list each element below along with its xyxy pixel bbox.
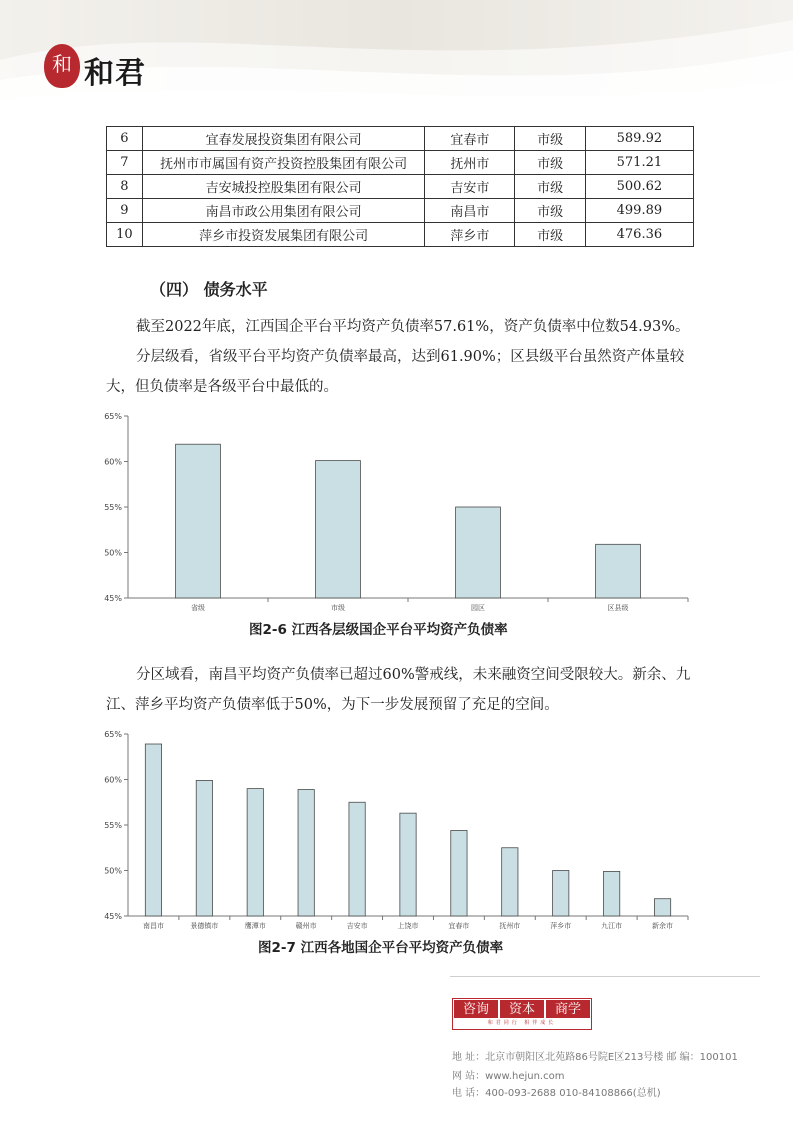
table-cell-no: 8 <box>107 175 143 199</box>
footer-divider <box>450 976 760 977</box>
table-cell-city: 抚州市 <box>425 151 515 175</box>
x-tick-label: 省级 <box>191 604 205 612</box>
bar-宜春市 <box>451 830 467 916</box>
bar-市级 <box>316 461 361 598</box>
bar-九江市 <box>603 871 619 916</box>
table-cell-name: 吉安城投控股集团有限公司 <box>142 175 425 199</box>
platform-ranking-table <box>106 126 694 247</box>
chart-by-level-caption: 图2-6 江西各层级国企平台平均资产负债率 <box>249 622 508 638</box>
bar-景德镇市 <box>196 780 212 916</box>
table-row <box>107 199 694 223</box>
table-cell-value: 571.21 <box>585 151 693 175</box>
table-cell-level: 市级 <box>515 151 585 175</box>
table-cell-city: 萍乡市 <box>425 223 515 247</box>
brand-name: 和君 <box>84 56 146 91</box>
paragraph-overall-debt: 截至2022年底，江西国企平台平均资产负债率57.61%，资产负债率中位数54.93%。 <box>136 319 690 335</box>
table-cell-name: 抚州市市属国有资产投资控股集团有限公司 <box>142 151 425 175</box>
slogan-capital: 资本 <box>500 1000 544 1018</box>
bar-园区 <box>456 507 501 598</box>
bar-鹰潭市 <box>247 789 263 916</box>
table-cell-city: 宜春市 <box>425 127 515 151</box>
table-cell-name: 宜春发展投资集团有限公司 <box>142 127 425 151</box>
y-tick-label: 65% <box>104 730 122 739</box>
table-cell-value: 476.36 <box>585 223 693 247</box>
slogan-consulting: 咨询 <box>454 1000 498 1018</box>
y-tick-label: 60% <box>104 457 122 467</box>
y-tick-label: 55% <box>104 503 122 512</box>
table-cell-level: 市级 <box>515 223 585 247</box>
brand-seal-icon: 和 <box>44 44 80 88</box>
table-cell-level: 市级 <box>515 199 585 223</box>
table-cell-name: 萍乡市投资发展集团有限公司 <box>142 223 425 247</box>
y-tick-label: 50% <box>104 866 122 876</box>
table-row <box>107 127 694 151</box>
x-tick-label: 九江市 <box>601 922 623 930</box>
table-cell-level: 市级 <box>515 175 585 199</box>
bar-吉安市 <box>349 802 365 916</box>
bar-南昌市 <box>145 744 161 916</box>
x-tick-label: 宜春市 <box>448 922 470 930</box>
bar-上饶市 <box>400 813 416 916</box>
bar-赣州市 <box>298 790 314 916</box>
y-tick-label: 65% <box>104 412 122 421</box>
table-cell-value: 499.89 <box>585 199 693 223</box>
table-cell-level: 市级 <box>515 127 585 151</box>
paragraph-by-level: 分层级看，省级平台平均资产负债率最高，达到61.90%；区县级平台虽然资产体量较大，但负债率是各级平台中最低的。 <box>106 349 685 395</box>
table-cell-no: 9 <box>107 199 143 223</box>
x-tick-label: 赣州市 <box>295 922 317 930</box>
table-cell-value: 589.92 <box>585 127 693 151</box>
footer-phone: 电 话：400-093-2688 010-84108866(总机) <box>452 1088 661 1099</box>
y-tick-label: 55% <box>104 821 122 830</box>
chart-by-region <box>90 726 700 936</box>
bar-区县级 <box>596 544 641 598</box>
x-tick-label: 市级 <box>331 604 345 612</box>
footer-address: 地 址：北京市朝阳区北苑路86号院E区213号楼 邮 编：100101 <box>452 1052 738 1063</box>
bar-新余市 <box>654 899 670 916</box>
table-cell-no: 7 <box>107 151 143 175</box>
footer-website[interactable]: 网 站：www.hejun.com <box>452 1071 565 1082</box>
x-tick-label: 吉安市 <box>346 922 368 930</box>
chart-by-level <box>90 408 700 618</box>
slogan-stamp <box>452 998 592 1030</box>
x-tick-label: 区县级 <box>607 604 629 612</box>
x-tick-label: 鹰潭市 <box>244 922 266 930</box>
x-tick-label: 南昌市 <box>142 922 164 930</box>
y-tick-label: 45% <box>104 594 122 603</box>
table-cell-no: 6 <box>107 127 143 151</box>
table-cell-value: 500.62 <box>585 175 693 199</box>
slogan-business-school: 商学 <box>546 1000 590 1018</box>
x-tick-label: 抚州市 <box>499 922 521 930</box>
table-row <box>107 223 694 247</box>
y-tick-label: 50% <box>104 548 122 558</box>
table-cell-city: 南昌市 <box>425 199 515 223</box>
table-row <box>107 175 694 199</box>
slogan-subtitle: 和君同行 相伴成长 <box>487 1020 557 1026</box>
bar-萍乡市 <box>553 871 569 917</box>
table-cell-city: 吉安市 <box>425 175 515 199</box>
table-cell-no: 10 <box>107 223 143 247</box>
table-row <box>107 151 694 175</box>
paragraph-by-region: 分区域看，南昌平均资产负债率已超过60%警戒线，未来融资空间受限较大。新余、九江、萍乡平均资产负债率低于50%，为下一步发展预留了充足的空间。 <box>106 667 691 713</box>
x-tick-label: 景德镇市 <box>190 922 219 930</box>
y-tick-label: 45% <box>104 912 122 921</box>
chart-by-region-caption: 图2-7 江西各地国企平台平均资产负债率 <box>258 940 504 956</box>
bar-抚州市 <box>502 848 518 916</box>
bar-省级 <box>176 444 221 598</box>
x-tick-label: 上饶市 <box>397 922 419 930</box>
y-tick-label: 60% <box>104 775 122 785</box>
page-footer <box>450 976 760 1099</box>
table-cell-name: 南昌市政公用集团有限公司 <box>142 199 425 223</box>
x-tick-label: 园区 <box>471 604 485 612</box>
x-tick-label: 萍乡市 <box>550 922 572 930</box>
brand-logo <box>44 44 174 96</box>
section-heading: （四） 债务水平 <box>150 280 268 299</box>
x-tick-label: 新余市 <box>652 922 674 930</box>
